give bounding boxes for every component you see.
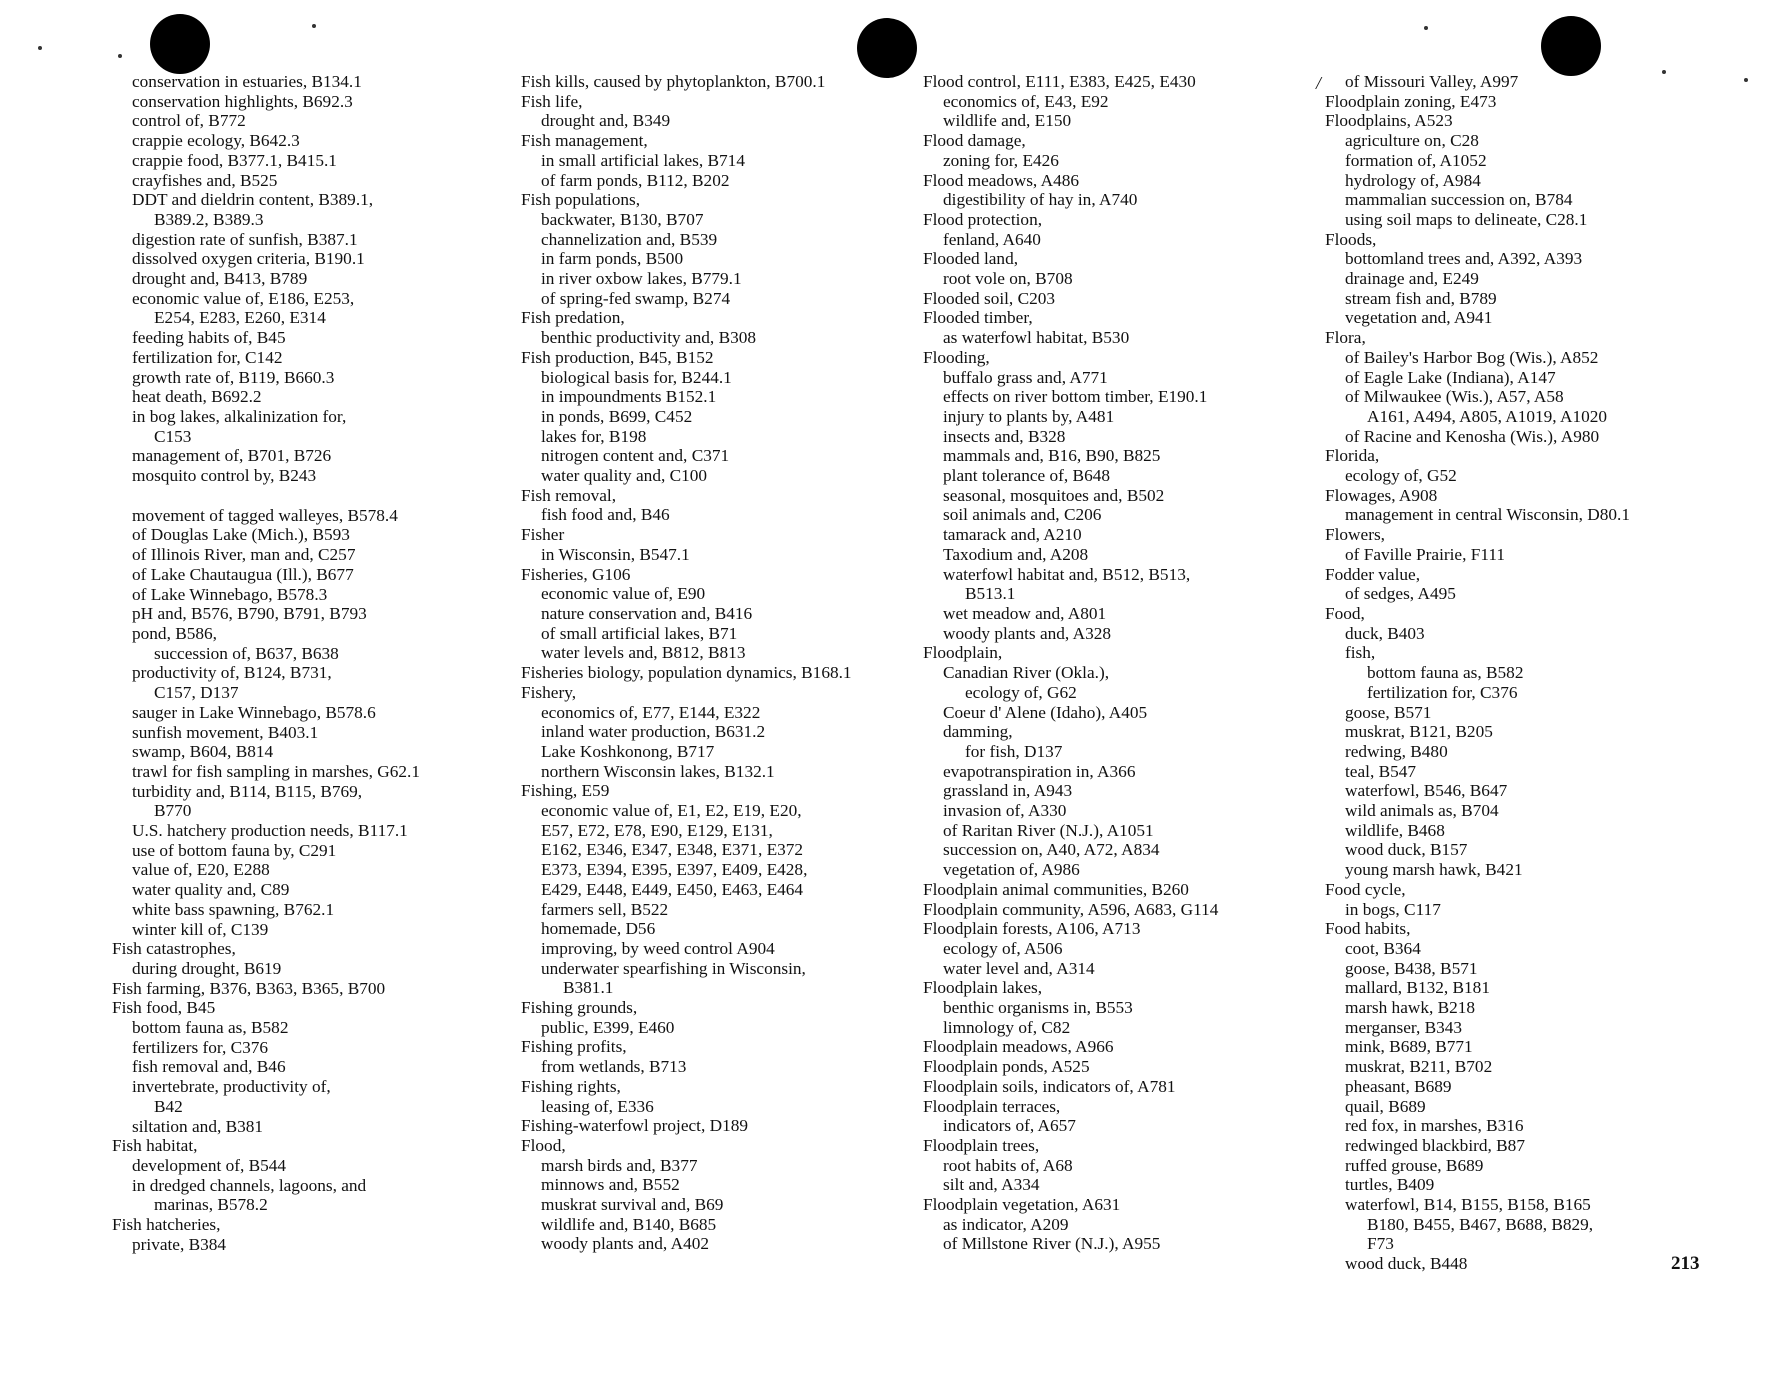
index-heading: Food, (1325, 603, 1365, 623)
index-subentry: economic value of, E186, E253, (132, 288, 355, 308)
index-subentry: succession of, B637, B638 (154, 643, 339, 663)
index-subentry: fertilization for, C376 (1367, 682, 1518, 702)
index-subentry: waterfowl habitat and, B512, B513, (943, 564, 1191, 584)
index-subentry: mammals and, B16, B90, B825 (943, 446, 1161, 466)
index-subentry: drought and, B349 (541, 111, 671, 131)
index-heading: Food cycle, (1325, 879, 1406, 899)
index-subentry: water levels and, B812, B813 (541, 643, 746, 663)
index-subentry: during drought, B619 (132, 958, 282, 978)
index-heading: Floods, (1325, 229, 1377, 249)
index-subentry: B180, B455, B467, B688, B829, (1367, 1214, 1594, 1234)
index-subentry: duck, B403 (1345, 623, 1425, 643)
index-subentry: of Milwaukee (Wis.), A57, A58 (1345, 387, 1564, 407)
index-subentry: invasion of, A330 (943, 801, 1067, 821)
index-heading: Flowers, (1325, 525, 1386, 545)
index-heading: Flood damage, (923, 131, 1026, 151)
index-subentry: vegetation and, A941 (1345, 308, 1493, 328)
index-subentry: waterfowl, B546, B647 (1345, 781, 1508, 801)
index-subentry (112, 486, 420, 506)
index-subentry: goose, B438, B571 (1345, 958, 1478, 978)
index-heading: Flooding, (923, 347, 990, 367)
index-subentry: using soil maps to delineate, C28.1 (1345, 209, 1588, 229)
index-subentry: in bog lakes, alkalinization for, (132, 406, 347, 426)
index-subentry: E429, E448, E449, E450, E463, E464 (541, 879, 804, 899)
index-subentry: of Eagle Lake (Indiana), A147 (1345, 367, 1556, 387)
scan-speck (1744, 78, 1748, 82)
index-subentry: turtles, B409 (1345, 1175, 1435, 1195)
index-heading: Flowages, A908 (1325, 485, 1438, 505)
index-subentry: of Lake Winnebago, B578.3 (132, 584, 328, 604)
index-heading: Floodplain lakes, (923, 978, 1043, 998)
index-subentry: for fish, D137 (965, 741, 1063, 761)
index-heading: Fish populations, (521, 190, 641, 210)
index-subentry: white bass spawning, B762.1 (132, 899, 335, 919)
index-heading: Food habits, (1325, 919, 1411, 939)
index-subentry: digestibility of hay in, A740 (943, 190, 1138, 210)
index-subentry: benthic organisms in, B553 (943, 998, 1133, 1018)
index-subentry: economic value of, E1, E2, E19, E20, (541, 801, 802, 821)
index-subentry: Lake Koshkonong, B717 (541, 741, 715, 761)
index-subentry: siltation and, B381 (132, 1116, 264, 1136)
index-heading: Floodplain forests, A106, A713 (923, 919, 1141, 939)
index-subentry: benthic productivity and, B308 (541, 328, 757, 348)
index-subentry: in small artificial lakes, B714 (541, 150, 745, 170)
index-subentry: drainage and, E249 (1345, 269, 1479, 289)
index-subentry: succession on, A40, A72, A834 (943, 840, 1160, 860)
index-subentry: invertebrate, productivity of, (132, 1077, 331, 1097)
index-subentry: in Wisconsin, B547.1 (541, 544, 690, 564)
index-heading: Floodplain ponds, A525 (923, 1057, 1090, 1077)
index-heading: Flooded timber, (923, 308, 1033, 328)
index-heading: Fisher (521, 525, 565, 545)
index-heading: Fish farming, B376, B363, B365, B700 (112, 978, 386, 998)
index-subentry: management in central Wisconsin, D80.1 (1345, 505, 1631, 525)
index-subentry: woody plants and, A402 (541, 1234, 710, 1254)
index-heading: Fisheries biology, population dynamics, B168.1 (521, 663, 852, 683)
index-subentry: DDT and dieldrin content, B389.1, (132, 190, 374, 210)
index-subentry: in dredged channels, lagoons, and (132, 1175, 367, 1195)
index-heading: Fish life, (521, 91, 583, 111)
index-subentry: wood duck, B448 (1345, 1254, 1468, 1274)
index-subentry: crappie food, B377.1, B415.1 (132, 150, 337, 170)
index-subentry: trawl for fish sampling in marshes, G62.1 (132, 761, 420, 781)
index-subentry: winter kill of, C139 (132, 919, 269, 939)
index-subentry: B42 (154, 1096, 183, 1116)
index-subentry: E57, E72, E78, E90, E129, E131, (541, 820, 773, 840)
index-subentry: bottom fauna as, B582 (1367, 663, 1524, 683)
index-subentry: of Illinois River, man and, C257 (132, 545, 356, 565)
index-subentry: of small artificial lakes, B71 (541, 623, 738, 643)
punch-hole (1541, 16, 1601, 76)
index-subentry: B389.2, B389.3 (154, 209, 264, 229)
index-subentry: in ponds, B699, C452 (541, 406, 693, 426)
index-heading: Floodplain vegetation, A631 (923, 1195, 1121, 1215)
index-subentry: in bogs, C117 (1345, 899, 1441, 919)
index-subentry: swamp, B604, B814 (132, 742, 274, 762)
index-subentry: mink, B689, B771 (1345, 1037, 1473, 1057)
index-subentry: in river oxbow lakes, B779.1 (541, 269, 742, 289)
index-subentry: agriculture on, C28 (1345, 131, 1479, 151)
index-subentry: Canadian River (Okla.), (943, 663, 1110, 683)
index-subentry: underwater spearfishing in Wisconsin, (541, 958, 806, 978)
index-heading: Fishing rights, (521, 1076, 621, 1096)
index-subentry: F73 (1367, 1234, 1394, 1254)
index-subentry: wildlife, B468 (1345, 820, 1445, 840)
index-subentry: from wetlands, B713 (541, 1057, 687, 1077)
index-subentry: grassland in, A943 (943, 781, 1073, 801)
index-subentry: ecology of, G52 (1345, 466, 1457, 486)
index-subentry: ecology of, A506 (943, 938, 1063, 958)
index-subentry: Taxodium and, A208 (943, 544, 1089, 564)
index-subentry: insects and, B328 (943, 426, 1066, 446)
index-heading: Fishing-waterfowl project, D189 (521, 1116, 749, 1136)
index-subentry: fish food and, B46 (541, 505, 670, 525)
index-subentry: indicators of, A657 (943, 1116, 1076, 1136)
index-subentry: buffalo grass and, A771 (943, 367, 1108, 387)
index-heading: Fish habitat, (112, 1136, 198, 1156)
index-subentry: zoning for, E426 (943, 150, 1059, 170)
index-heading: Floodplain animal communities, B260 (923, 879, 1189, 899)
index-subentry: red fox, in marshes, B316 (1345, 1116, 1524, 1136)
index-subentry: as waterfowl habitat, B530 (943, 328, 1130, 348)
index-heading: Fish food, B45 (112, 998, 216, 1018)
index-subentry: C153 (154, 426, 192, 446)
index-heading: Floodplain trees, (923, 1135, 1040, 1155)
index-heading: Fish management, (521, 131, 648, 151)
index-subentry: economic value of, E90 (541, 584, 706, 604)
index-subentry: backwater, B130, B707 (541, 209, 704, 229)
index-subentry: sunfish movement, B403.1 (132, 722, 319, 742)
index-subentry: ruffed grouse, B689 (1345, 1155, 1484, 1175)
index-subentry: of Raritan River (N.J.), A1051 (943, 820, 1154, 840)
index-column-4 (1325, 72, 1630, 1274)
index-heading: Floodplains, A523 (1325, 111, 1453, 131)
index-subentry: wood duck, B157 (1345, 840, 1468, 860)
punch-hole (857, 18, 917, 78)
scan-speck (1424, 26, 1428, 30)
index-heading: Flood control, E111, E383, E425, E430 (923, 72, 1196, 91)
index-subentry: in impoundments B152.1 (541, 387, 717, 407)
index-subentry: of spring-fed swamp, B274 (541, 288, 731, 308)
index-subentry: digestion rate of sunfish, B387.1 (132, 229, 358, 249)
index-subentry: muskrat, B211, B702 (1345, 1057, 1493, 1077)
scan-speck (118, 54, 122, 58)
index-heading: Flood protection, (923, 209, 1043, 229)
index-subentry: pH and, B576, B790, B791, B793 (132, 604, 367, 624)
index-subentry: goose, B571 (1345, 702, 1432, 722)
index-subentry: ecology of, G62 (965, 682, 1077, 702)
index-subentry: pheasant, B689 (1345, 1076, 1452, 1096)
index-subentry: seasonal, mosquitoes and, B502 (943, 485, 1165, 505)
index-subentry: fish removal and, B46 (132, 1057, 286, 1077)
index-subentry: management of, B701, B726 (132, 446, 332, 466)
index-subentry: muskrat survival and, B69 (541, 1195, 724, 1215)
index-subentry: marsh birds and, B377 (541, 1155, 698, 1175)
index-subentry: woody plants and, A328 (943, 623, 1112, 643)
index-subentry: effects on river bottom timber, E190.1 (943, 387, 1208, 407)
index-heading: Floodplain zoning, E473 (1325, 91, 1497, 111)
index-heading: Fishing, E59 (521, 781, 610, 801)
index-subentry: of farm ponds, B112, B202 (541, 170, 730, 190)
index-subentry: of Bailey's Harbor Bog (Wis.), A852 (1345, 347, 1599, 367)
index-column-1 (112, 72, 420, 1254)
index-subentry: quail, B689 (1345, 1096, 1426, 1116)
index-subentry: nature conservation and, B416 (541, 603, 753, 623)
index-subentry: channelization and, B539 (541, 229, 718, 249)
index-subentry: A161, A494, A805, A1019, A1020 (1367, 406, 1608, 426)
index-heading: Floodplain soils, indicators of, A781 (923, 1076, 1176, 1096)
index-heading: Fisheries, G106 (521, 564, 631, 584)
index-subentry: value of, E20, E288 (132, 860, 270, 880)
index-heading: Flora, (1325, 328, 1366, 348)
index-subentry: productivity of, B124, B731, (132, 663, 332, 683)
index-subentry: conservation in estuaries, B134.1 (132, 72, 362, 91)
margin-mark: / (1316, 73, 1322, 93)
index-heading: Fish predation, (521, 308, 625, 328)
index-subentry: minnows and, B552 (541, 1175, 680, 1195)
index-subentry: dissolved oxygen criteria, B190.1 (132, 249, 365, 269)
index-subentry: root vole on, B708 (943, 269, 1073, 289)
index-subentry: stream fish and, B789 (1345, 288, 1497, 308)
index-heading: Floodplain meadows, A966 (923, 1037, 1114, 1057)
index-subentry: economics of, E77, E144, E322 (541, 702, 761, 722)
index-subentry: E373, E394, E395, E397, E409, E428, (541, 860, 808, 880)
index-subentry: farmers sell, B522 (541, 899, 669, 919)
index-subentry: as indicator, A209 (943, 1214, 1069, 1234)
index-subentry: injury to plants by, A481 (943, 406, 1115, 426)
index-subentry: limnology of, C82 (943, 1017, 1071, 1037)
index-subentry: fertilizers for, C376 (132, 1037, 269, 1057)
index-subentry: teal, B547 (1345, 761, 1417, 781)
index-subentry: homemade, D56 (541, 919, 656, 939)
index-subentry: biological basis for, B244.1 (541, 367, 732, 387)
index-subentry: of Millstone River (N.J.), A955 (943, 1234, 1161, 1254)
index-subentry: merganser, B343 (1345, 1017, 1463, 1037)
index-heading: Fish removal, (521, 485, 617, 505)
index-subentry: water quality and, C89 (132, 880, 290, 900)
index-subentry: water quality and, C100 (541, 466, 708, 486)
index-subentry: bottom fauna as, B582 (132, 1018, 289, 1038)
index-subentry: fenland, A640 (943, 229, 1041, 249)
index-subentry: movement of tagged walleyes, B578.4 (132, 505, 398, 525)
index-heading: Fish catastrophes, (112, 939, 236, 959)
index-subentry: drought and, B413, B789 (132, 269, 308, 289)
index-subentry: of Lake Chautaugua (Ill.), B677 (132, 564, 354, 584)
index-subentry: root habits of, A68 (943, 1155, 1073, 1175)
index-subentry: U.S. hatchery production needs, B117.1 (132, 821, 408, 841)
index-subentry: formation of, A1052 (1345, 150, 1487, 170)
index-subentry: growth rate of, B119, B660.3 (132, 367, 335, 387)
index-subentry: wildlife and, E150 (943, 111, 1072, 131)
index-subentry: feeding habits of, B45 (132, 328, 286, 348)
index-subentry: of Douglas Lake (Mich.), B593 (132, 525, 350, 545)
index-subentry: crappie ecology, B642.3 (132, 131, 300, 151)
index-subentry: sauger in Lake Winnebago, B578.6 (132, 702, 376, 722)
index-subentry: in farm ponds, B500 (541, 249, 684, 269)
index-subentry: plant tolerance of, B648 (943, 466, 1110, 486)
index-heading: Flood, (521, 1135, 566, 1155)
index-heading: Floodplain community, A596, A683, G114 (923, 899, 1219, 919)
index-heading: Fish hatcheries, (112, 1215, 221, 1235)
index-subentry: fish, (1345, 643, 1376, 663)
index-subentry: marsh hawk, B218 (1345, 998, 1476, 1018)
index-heading: Flooded soil, C203 (923, 288, 1056, 308)
index-subentry: of sedges, A495 (1345, 584, 1456, 604)
index-subentry: of Racine and Kenosha (Wis.), A980 (1345, 426, 1600, 446)
index-heading: Florida, (1325, 446, 1380, 466)
scan-speck (312, 24, 316, 28)
index-subentry: economics of, E43, E92 (943, 91, 1109, 111)
index-heading: Fishery, (521, 682, 577, 702)
index-heading: Fishing profits, (521, 1037, 627, 1057)
index-subentry: improving, by weed control A904 (541, 938, 775, 958)
index-subentry: E254, E283, E260, E314 (154, 308, 326, 328)
index-subentry: wildlife and, B140, B685 (541, 1214, 717, 1234)
index-subentry: lakes for, B198 (541, 426, 647, 446)
index-subentry: nitrogen content and, C371 (541, 446, 730, 466)
index-subentry: inland water production, B631.2 (541, 722, 766, 742)
index-subentry: mammalian succession on, B784 (1345, 190, 1573, 210)
index-subentry: redwing, B480 (1345, 741, 1448, 761)
index-subentry: public, E399, E460 (541, 1017, 675, 1037)
index-subentry: soil animals and, C206 (943, 505, 1102, 525)
index-subentry: redwinged blackbird, B87 (1345, 1135, 1525, 1155)
index-heading: Fodder value, (1325, 564, 1421, 584)
index-subentry: crayfishes and, B525 (132, 170, 278, 190)
index-column-3 (923, 72, 1218, 1254)
index-heading: Flood meadows, A486 (923, 170, 1080, 190)
index-subentry: hydrology of, A984 (1345, 170, 1481, 190)
index-subentry: B770 (154, 801, 192, 821)
index-subentry: of Missouri Valley, A997 (1345, 72, 1519, 91)
index-subentry: young marsh hawk, B421 (1345, 860, 1523, 880)
index-subentry: E162, E346, E347, E348, E371, E372 (541, 840, 804, 860)
index-subentry: private, B384 (132, 1234, 227, 1254)
index-subentry: mosquito control by, B243 (132, 466, 317, 486)
scan-speck (38, 46, 42, 50)
index-subentry: northern Wisconsin lakes, B132.1 (541, 761, 775, 781)
index-subentry: heat death, B692.2 (132, 387, 262, 407)
index-subentry: marinas, B578.2 (154, 1195, 268, 1215)
index-subentry: pond, B586, (132, 623, 217, 643)
index-subentry: Coeur d' Alene (Idaho), A405 (943, 702, 1148, 722)
index-subentry: B381.1 (563, 978, 614, 998)
index-heading: Fish production, B45, B152 (521, 347, 714, 367)
index-subentry: silt and, A334 (943, 1175, 1040, 1195)
index-subentry: conservation highlights, B692.3 (132, 91, 353, 111)
index-subentry: control of, B772 (132, 111, 246, 131)
index-subentry: tamarack and, A210 (943, 525, 1082, 545)
index-subentry: C157, D137 (154, 683, 239, 703)
index-subentry: fertilization for, C142 (132, 347, 283, 367)
index-subentry: bottomland trees and, A392, A393 (1345, 249, 1583, 269)
index-subentry: turbidity and, B114, B115, B769, (132, 781, 363, 801)
index-subentry: B513.1 (965, 584, 1016, 604)
index-subentry: use of bottom fauna by, C291 (132, 840, 337, 860)
index-heading: Floodplain terraces, (923, 1096, 1061, 1116)
index-subentry: waterfowl, B14, B155, B158, B165 (1345, 1195, 1591, 1215)
page-number: 213 (1671, 1253, 1700, 1274)
index-column-2 (521, 72, 852, 1254)
index-subentry: wet meadow and, A801 (943, 603, 1107, 623)
index-heading: Fish kills, caused by phytoplankton, B700.1 (521, 72, 826, 91)
punch-hole (150, 14, 210, 74)
index-subentry: damming, (943, 722, 1013, 742)
index-subentry: evapotranspiration in, A366 (943, 761, 1136, 781)
index-subentry: wild animals as, B704 (1345, 801, 1499, 821)
scan-speck (1662, 70, 1666, 74)
index-subentry: water level and, A314 (943, 958, 1095, 978)
index-heading: Fishing grounds, (521, 998, 638, 1018)
index-subentry: muskrat, B121, B205 (1345, 722, 1493, 742)
index-subentry: leasing of, E336 (541, 1096, 654, 1116)
index-subentry: of Faville Prairie, F111 (1345, 544, 1505, 564)
index-subentry: mallard, B132, B181 (1345, 978, 1490, 998)
index-subentry: coot, B364 (1345, 938, 1421, 958)
index-heading: Flooded land, (923, 249, 1019, 269)
index-subentry: development of, B544 (132, 1155, 287, 1175)
index-heading: Floodplain, (923, 643, 1003, 663)
index-subentry: vegetation of, A986 (943, 860, 1080, 880)
